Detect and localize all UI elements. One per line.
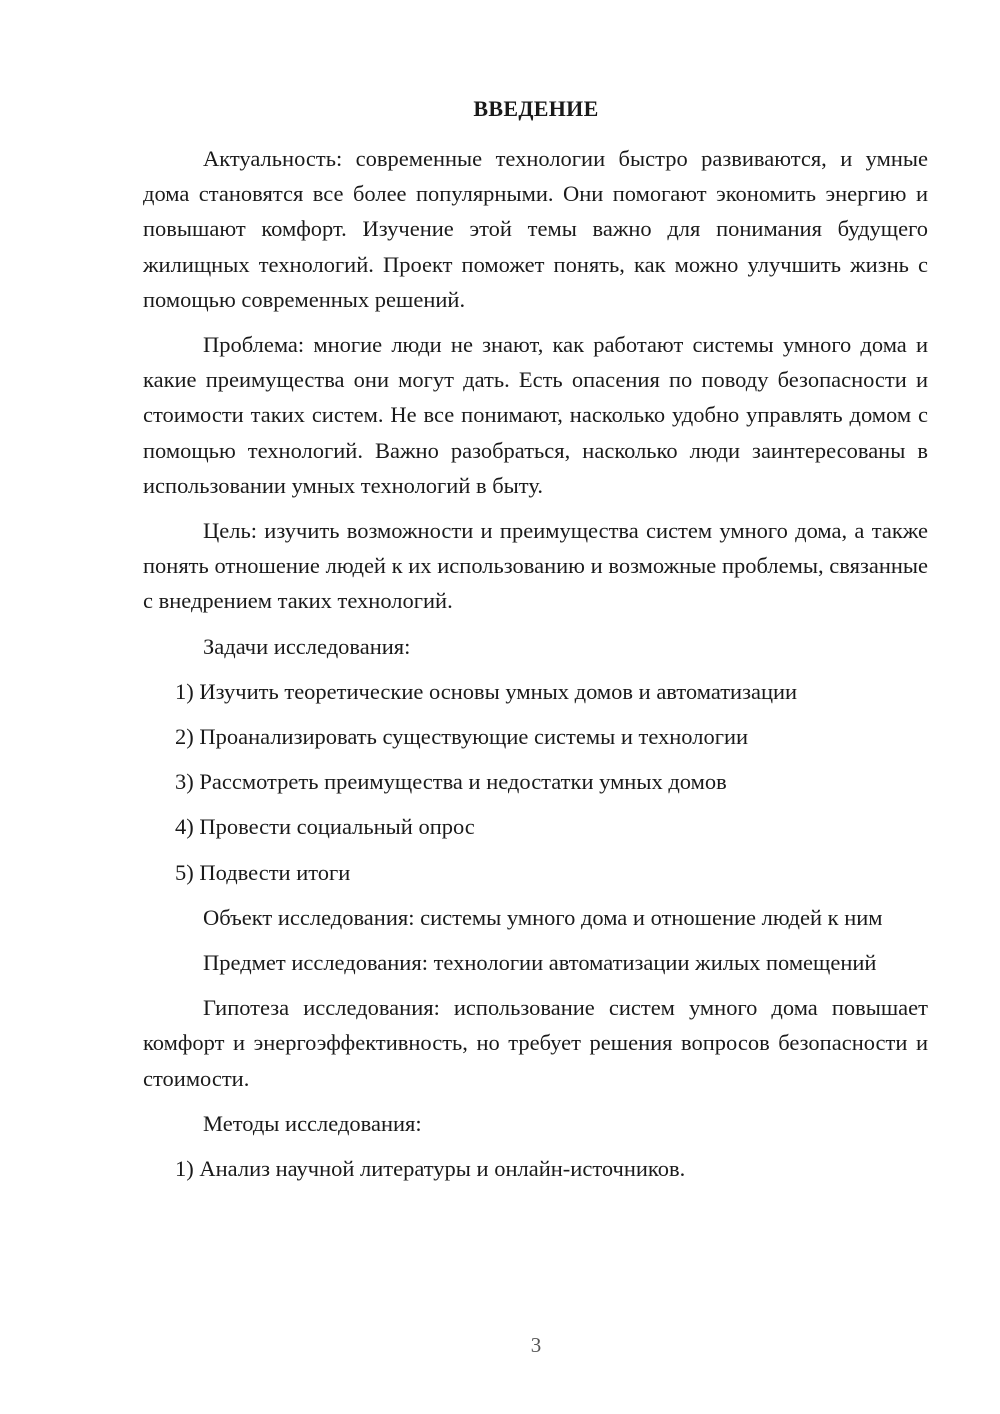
page-title: ВВЕДЕНИЕ bbox=[473, 96, 599, 121]
task-item-2: 2) Проанализировать существующие системы и технологии bbox=[175, 724, 749, 750]
task-item-5: 5) Подвести итоги bbox=[175, 859, 351, 885]
research-subject-paragraph: Предмет исследования: технологии автоматизации жилых помещений bbox=[203, 950, 877, 976]
methods-heading: Методы исследования: bbox=[203, 1110, 422, 1136]
page-number: 3 bbox=[530, 1333, 542, 1357]
task-item-3: 3) Рассмотреть преимущества и недостатки умных домов bbox=[175, 769, 727, 795]
research-object-paragraph: Объект исследования: системы умного дома и отношение людей к ним bbox=[203, 904, 883, 930]
goal-paragraph: Цель: изучить возможности и преимущества систем умного дома, а также понять отношение людей к их использованию и возможные проблемы, связанные с внедрением таких технологий. bbox=[143, 518, 928, 614]
task-item-1: 1) Изучить теоретические основы умных домов и автоматизации bbox=[175, 678, 798, 704]
tasks-heading: Задачи исследования: bbox=[203, 633, 411, 659]
task-item-4: 4) Провести социальный опрос bbox=[175, 814, 475, 840]
research-hypothesis-paragraph: Гипотеза исследования: использование систем умного дома повышает комфорт и энергоэффективность, но требует решения вопросов безопасности и стоимости. bbox=[143, 995, 928, 1091]
page-body bbox=[143, 141, 928, 1196]
problem-paragraph: Проблема: многие люди не знают, как работают системы умного дома и какие преимущества они могут дать. Есть опасения по поводу безопасности и стоимости таких систем. Не все понимают, насколько удобно управлять домом с помощью технологий. Важно разобраться, насколько люди заинтересованы в использовании умных технологий в быту. bbox=[143, 332, 928, 498]
relevance-paragraph: Актуальность: современные технологии быстро развиваются, и умные дома становятся все более популярными. Они помогают экономить энергию и повышают комфорт. Изучение этой темы важно для понимания будущего жилищных технологий. Проект поможет понять, как можно улучшить жизнь с помощью современных решений. bbox=[143, 146, 928, 312]
method-item-1: 1) Анализ научной литературы и онлайн-источников. bbox=[175, 1156, 686, 1182]
